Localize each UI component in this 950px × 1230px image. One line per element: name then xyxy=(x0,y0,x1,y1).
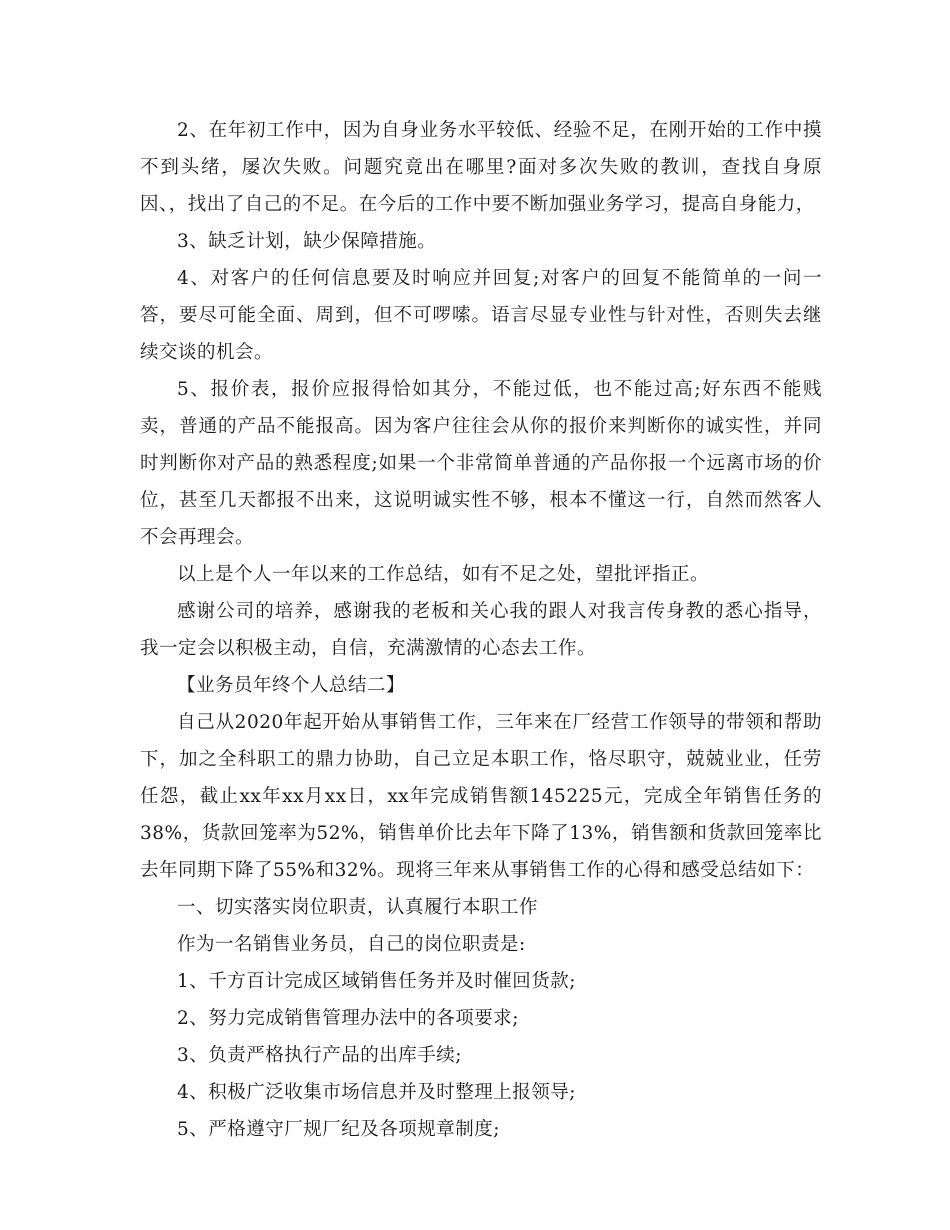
intro-paragraph: 自己从2020年起开始从事销售工作，三年来在厂经营工作领导的带领和帮助下，加之全科职工的鼎力协助，自己立足本职工作，恪尽职守，兢兢业业，任劳任怨，截止xx年xx月xx日，xx年完成销售额145225元，完成全年销售任务的38%，货款回笼率为52%，销售单价比去年下降了13%，销售额和货款回笼率比去年同期下降了55%和32%。现将三年来从事销售工作的心得和感受总结如下： xyxy=(140,712,822,881)
thanks-paragraph: 感谢公司的培养，感谢我的老板和关心我的跟人对我言传身教的悉心指导，我一定会以积极主动，自信，充满激情的心态去工作。 xyxy=(140,601,822,659)
paragraph-item-4: 4、对客户的任何信息要及时响应并回复;对客户的回复不能简单的一问一答，要尽可能全面、周到，但不可啰嗦。语言尽显专业性与针对性，否则失去继续交谈的机会。 xyxy=(140,268,822,363)
duty-item-4: 4、积极广泛收集市场信息并及时整理上报领导; xyxy=(177,1082,577,1103)
paragraph-item-5: 5、报价表，报价应报得恰如其分，不能过低，也不能过高;好东西不能贱卖，普通的产品不能报高。因为客户往往会从你的报价来判断你的诚实性，并同时判断你对产品的熟悉程度;如果一个非常简单普通的产品你报一个远离市场的价位，甚至几天都报不出来，这说明诚实性不够，根本不懂这一行，自然而然客人不会再理会。 xyxy=(140,379,822,548)
duty-item-3: 3、负责严格执行产品的出库手续; xyxy=(177,1045,463,1066)
closing-paragraph: 以上是个人一年以来的工作总结，如有不足之处，望批评指正。 xyxy=(177,564,710,585)
subsection-heading: 一、切实落实岗位职责，认真履行本职工作 xyxy=(177,897,539,918)
document-body xyxy=(140,112,822,1148)
duties-intro: 作为一名销售业务员，自己的岗位职责是: xyxy=(177,934,526,955)
duty-item-1: 1、千方百计完成区域销售任务并及时催回货款; xyxy=(177,971,577,992)
paragraph-item-3: 3、缺乏计划，缺少保障措施。 xyxy=(177,231,437,252)
paragraph-item-2: 2、在年初工作中，因为自身业务水平较低、经验不足，在刚开始的工作中摸不到头绪，屡次失败。问题究竟出在哪里?面对多次失败的教训，查找自身原因、，找出了自己的不足。在今后的工作中要不断加强业务学习，提高自身能力， xyxy=(140,120,822,215)
duty-item-5: 5、严格遵守厂规厂纪及各项规章制度; xyxy=(177,1119,501,1140)
section-heading: 【业务员年终个人总结二】 xyxy=(177,675,406,696)
duty-item-2: 2、努力完成销售管理办法中的各项要求; xyxy=(177,1008,520,1029)
